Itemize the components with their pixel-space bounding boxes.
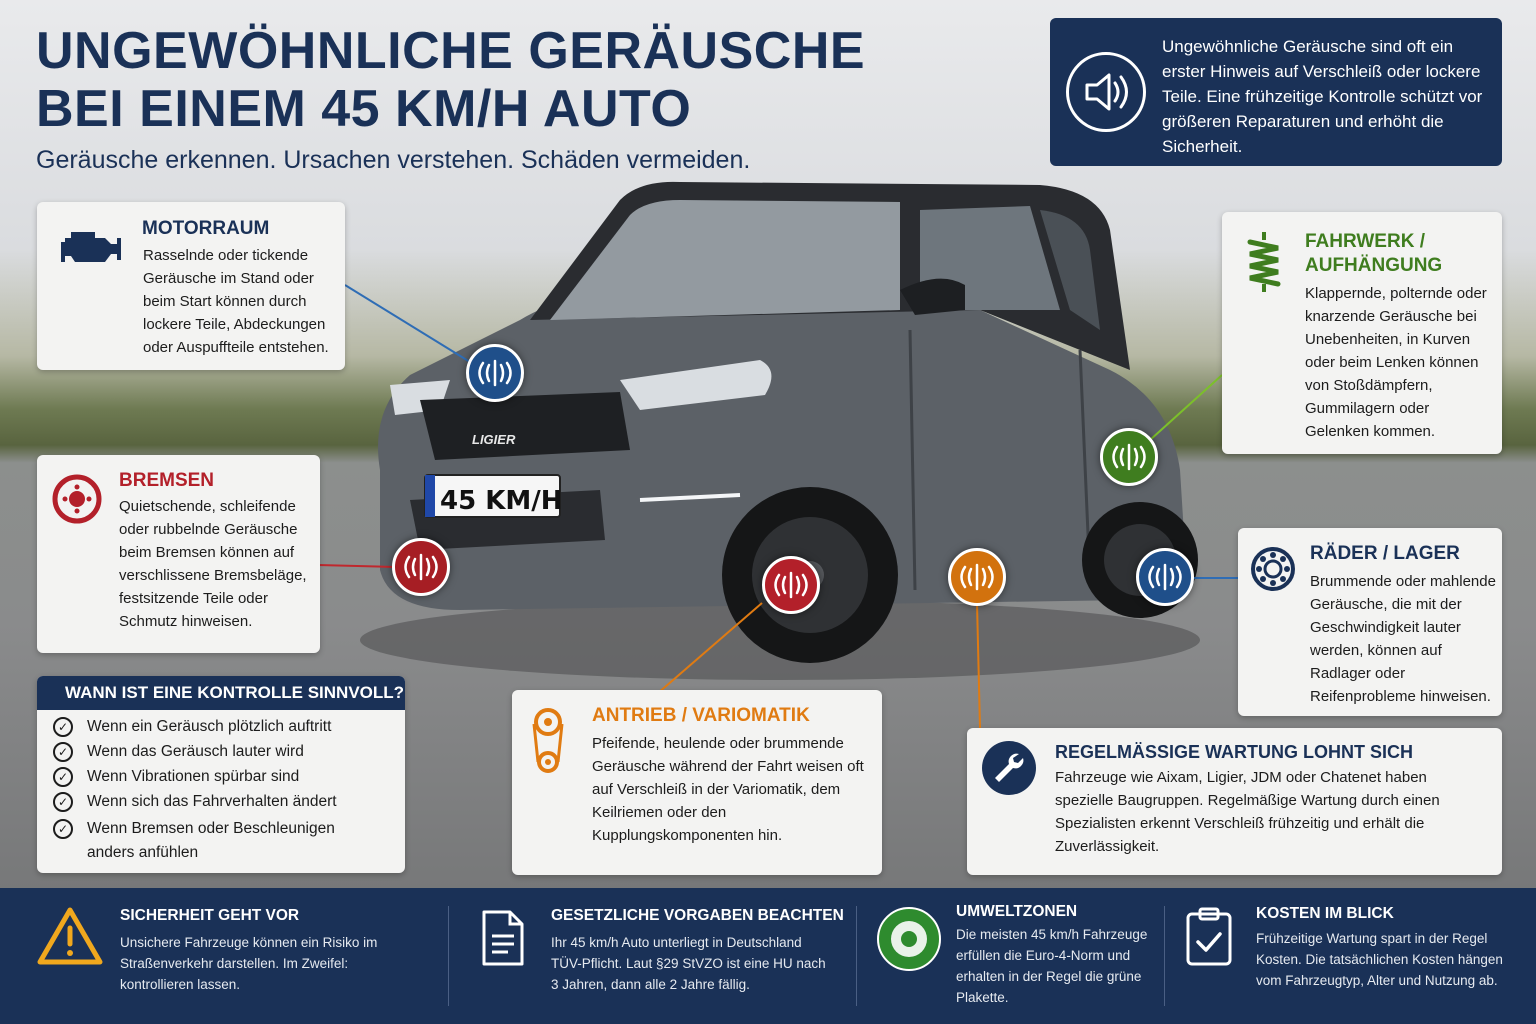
checklist-item-label: Wenn Vibrationen spürbar sind [87,768,300,786]
checklist-panel [37,676,405,873]
checklist-item-label: Wenn sich das Fahrverhalten ändert [87,793,337,811]
footer-umweltzonen-text: Die meisten 45 km/h Fahrzeuge erfüllen die Euro-4-Norm und erhalten in der Regel die grüne Plakette. [956,927,1148,1005]
checklist-item [53,817,353,865]
card-bremsen-title: BREMSEN [119,470,215,491]
check-icon: ✓ [53,792,73,812]
card-fahrwerk-text: Klappernde, polternde oder knarzende Geräusche bei Unebenheiten, in Kurven oder beim Lenken können von Stoßdämpfern, Gummilagern oder Gelenken kommen. [1305,285,1487,440]
card-wartung-title: REGELMÄSSIGE WARTUNG LOHNT SICH [1055,742,1414,762]
checklist-title: WANN IST EINE KONTROLLE SINNVOLL? [37,676,405,710]
card-bremsen [37,455,320,653]
check-icon: ✓ [53,767,73,787]
card-raeder-text: Brummende oder mahlende Geräusche, die mit der Geschwindigkeit lauter werden, können auf Radlager oder Reifenprobleme hinweisen. [1310,573,1496,705]
card-antrieb-text: Pfeifende, heulende oder brummende Geräusche während der Fahrt weisen oft auf Verschleiß in der Variomatik, dem Keilriemen oder den Kupplungskomponenten hin. [592,735,864,844]
footer-col-kosten [1164,888,1536,1024]
footer-col-vorgaben [448,888,856,1024]
checklist-item-label: Wenn ein Geräusch plötzlich auftritt [87,718,332,736]
checklist-item [53,717,331,737]
hotspot-variomatik[interactable] [948,548,1006,606]
footer-sicherheit-title: SICHERHEIT GEHT VOR [120,907,300,924]
warning-icon [36,906,104,971]
card-wartung [967,728,1502,875]
footer-col-sicherheit [0,888,448,1024]
card-antrieb-title: ANTRIEB / VARIOMATIK [592,705,810,726]
footer-kosten-text: Frühzeitige Wartung spart in der Regel Kosten. Die tatsächlichen Kosten hängen vom Fahrzeugtyp, Alter und Nutzung ab. [1256,931,1503,988]
footer-sicherheit-text: Unsichere Fahrzeuge können ein Risiko im Straßenverkehr darstellen. Im Zweifel: kontrollieren lassen. [120,935,378,992]
brake-disc-icon [51,473,103,530]
card-motorraum [37,202,345,370]
hotspot-fahrwerk[interactable] [1100,428,1158,486]
card-fahrwerk [1222,212,1502,454]
bearing-icon [1250,546,1296,597]
belt-drive-icon [528,706,568,781]
card-fahrwerk-title: FAHRWERK / AUFHÄNGUNG [1305,231,1443,276]
page-subtitle: Geräusche erkennen. Ursachen verstehen. Schäden vermeiden. [36,146,751,174]
checklist-item [53,792,337,812]
footer-kosten-title: KOSTEN IM BLICK [1256,905,1394,922]
engine-icon [57,224,123,273]
hotspot-motorraum[interactable] [466,344,524,402]
check-icon: ✓ [53,742,73,762]
card-raeder-title: RÄDER / LAGER [1310,543,1460,564]
checklist-item-label: Wenn das Geräusch lauter wird [87,743,304,761]
check-icon: ✓ [53,717,73,737]
clipboard-check-icon [1184,906,1234,973]
checklist-item-label: Wenn Bremsen oder Beschleunigen anders anfühlen [87,820,335,861]
document-icon [480,908,526,973]
title-line-1: UNGEWÖHNLICHE GERÄUSCHE [36,22,866,80]
wrench-icon [981,740,1037,801]
card-motorraum-title: MOTORRAUM [142,218,270,239]
hotspot-raeder[interactable] [1136,548,1194,606]
title-line-2: BEI EINEM 45 KM/H AUTO [36,80,692,138]
card-antrieb [512,690,882,875]
intro-note-text: Ungewöhnliche Geräusche sind oft ein erster Hinweis auf Verschleiß oder lockere Teile. Eine frühzeitige Kontrolle schützt vor größeren Reparaturen und erhöht die Sicherheit. [1162,37,1483,156]
card-bremsen-text: Quietschende, schleifende oder rubbelnde Geräusche beim Bremsen können auf verschlissene Bremsbeläge, festsitzende Teile oder Schmutz hinweisen. [119,498,307,630]
license-plate: 45 KM/H [440,486,563,516]
checklist-item [53,767,299,787]
footer-vorgaben-text: Ihr 45 km/h Auto unterliegt in Deutschland TÜV-Pflicht. Laut §29 StVZO ist eine HU nach 3 Jahren, dann alle 2 Jahre fällig. [551,935,826,992]
card-raeder [1238,528,1502,716]
checklist-item [53,742,304,762]
hotspot-bremsen[interactable] [392,538,450,596]
car-brand-badge: LIGIER [472,432,516,447]
card-motorraum-text: Rasselnde oder tickende Geräusche im Stand oder beim Start können durch lockere Teile, Abdeckungen oder Auspuffteile entstehen. [143,247,329,356]
hotspot-antrieb[interactable] [762,556,820,614]
footer-umweltzonen-title: UMWELTZONEN [956,903,1078,920]
card-wartung-text: Fahrzeuge wie Aixam, Ligier, JDM oder Chatenet haben spezielle Baugruppen. Regelmäßige Wartung durch einen Spezialisten erkennt Verschleiß frühzeitig und erhält die Zuverlässigkeit. [1055,769,1440,855]
footer-vorgaben-title: GESETZLICHE VORGABEN BEACHTEN [551,907,844,924]
footer-bar [0,888,1536,1024]
check-icon: ✓ [53,819,73,839]
spring-icon [1242,230,1286,299]
footer-col-umweltzonen [856,888,1164,1024]
green-sticker-icon [876,906,942,977]
